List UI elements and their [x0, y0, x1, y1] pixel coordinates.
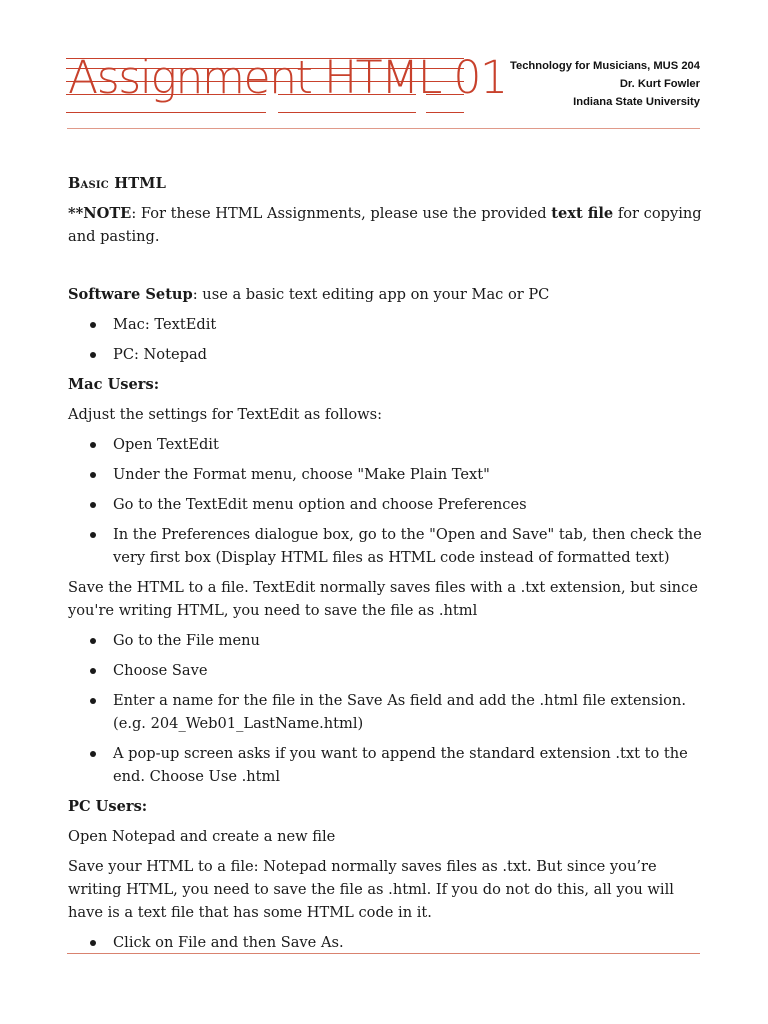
list-item: Go to the TextEdit menu option and choose Preferences [68, 493, 708, 516]
mac-save-list [68, 629, 708, 788]
list-item: A pop-up screen asks if you want to append the standard extension .txt to the end. Choose Use .html [68, 742, 708, 788]
software-setup-label: Software Setup [68, 286, 193, 303]
list-item: Mac: TextEdit [68, 313, 708, 336]
software-setup-text: : use a basic text editing app on your Mac or PC [192, 286, 550, 303]
course-name: Technology for Musicians, MUS 204 [509, 60, 700, 72]
instructor-name: Dr. Kurt Fowler [619, 78, 700, 90]
bullet-icon [90, 322, 96, 328]
software-setup-paragraph [68, 283, 708, 306]
note-text-before: : For these HTML Assignments, please use the provided [131, 205, 552, 222]
list-item: Enter a name for the file in the Save As field and add the .html file extension. (e.g. 204_Web01_LastName.html) [68, 689, 708, 735]
mac-save-intro: Save the HTML to a file. TextEdit normally saves files with a .txt extension, but since you're writing HTML, you need to save the file as .html [68, 579, 698, 619]
pc-save-intro: Save your HTML to a file: Notepad normally saves files as .txt. But since you’re writing HTML, you need to save the file as .html. If you do not do this, all you will have is a text file that has some HTML code in it. [68, 858, 674, 921]
assignment-body [68, 172, 708, 961]
list-item: In the Preferences dialogue box, go to the "Open and Save" tab, then check the very first box (Display HTML files as HTML code instead of formatted text) [68, 523, 708, 569]
section-heading: Basic HTML [68, 175, 167, 192]
bullet-icon [90, 940, 96, 946]
header-divider [67, 128, 700, 129]
bullet-icon [90, 532, 96, 538]
bullet-icon [90, 698, 96, 704]
bullet-icon [90, 472, 96, 478]
note-paragraph [68, 202, 708, 248]
bullet-icon [90, 352, 96, 358]
bullet-icon [90, 668, 96, 674]
mac-users-heading: Mac Users: [68, 376, 160, 393]
course-info [510, 57, 700, 111]
note-label: **NOTE [68, 205, 132, 222]
bullet-icon [90, 751, 96, 757]
pc-save-list [68, 931, 708, 954]
mac-settings-list [68, 433, 708, 569]
list-item: Open TextEdit [68, 433, 708, 456]
assignment-title-text: Assignment HTML 01 [68, 51, 507, 104]
mac-users-intro: Adjust the settings for TextEdit as follows: [68, 406, 383, 423]
note-text-after: for copying and pasting. [68, 205, 702, 245]
list-item: Choose Save [68, 659, 708, 682]
software-list [68, 313, 708, 366]
list-item: Click on File and then Save As. [68, 931, 708, 954]
list-item: PC: Notepad [68, 343, 708, 366]
university-name: Indiana State University [573, 96, 700, 108]
list-item: Go to the File menu [68, 629, 708, 652]
pc-users-heading: PC Users: [68, 798, 148, 815]
bullet-icon [90, 442, 96, 448]
list-item: Under the Format menu, choose "Make Plain Text" [68, 463, 708, 486]
pc-users-intro: Open Notepad and create a new file [68, 828, 336, 845]
assignment-title [66, 50, 507, 116]
note-text-file: text file [551, 205, 614, 222]
bullet-icon [90, 638, 96, 644]
bullet-icon [90, 502, 96, 508]
footer-divider [67, 953, 700, 954]
